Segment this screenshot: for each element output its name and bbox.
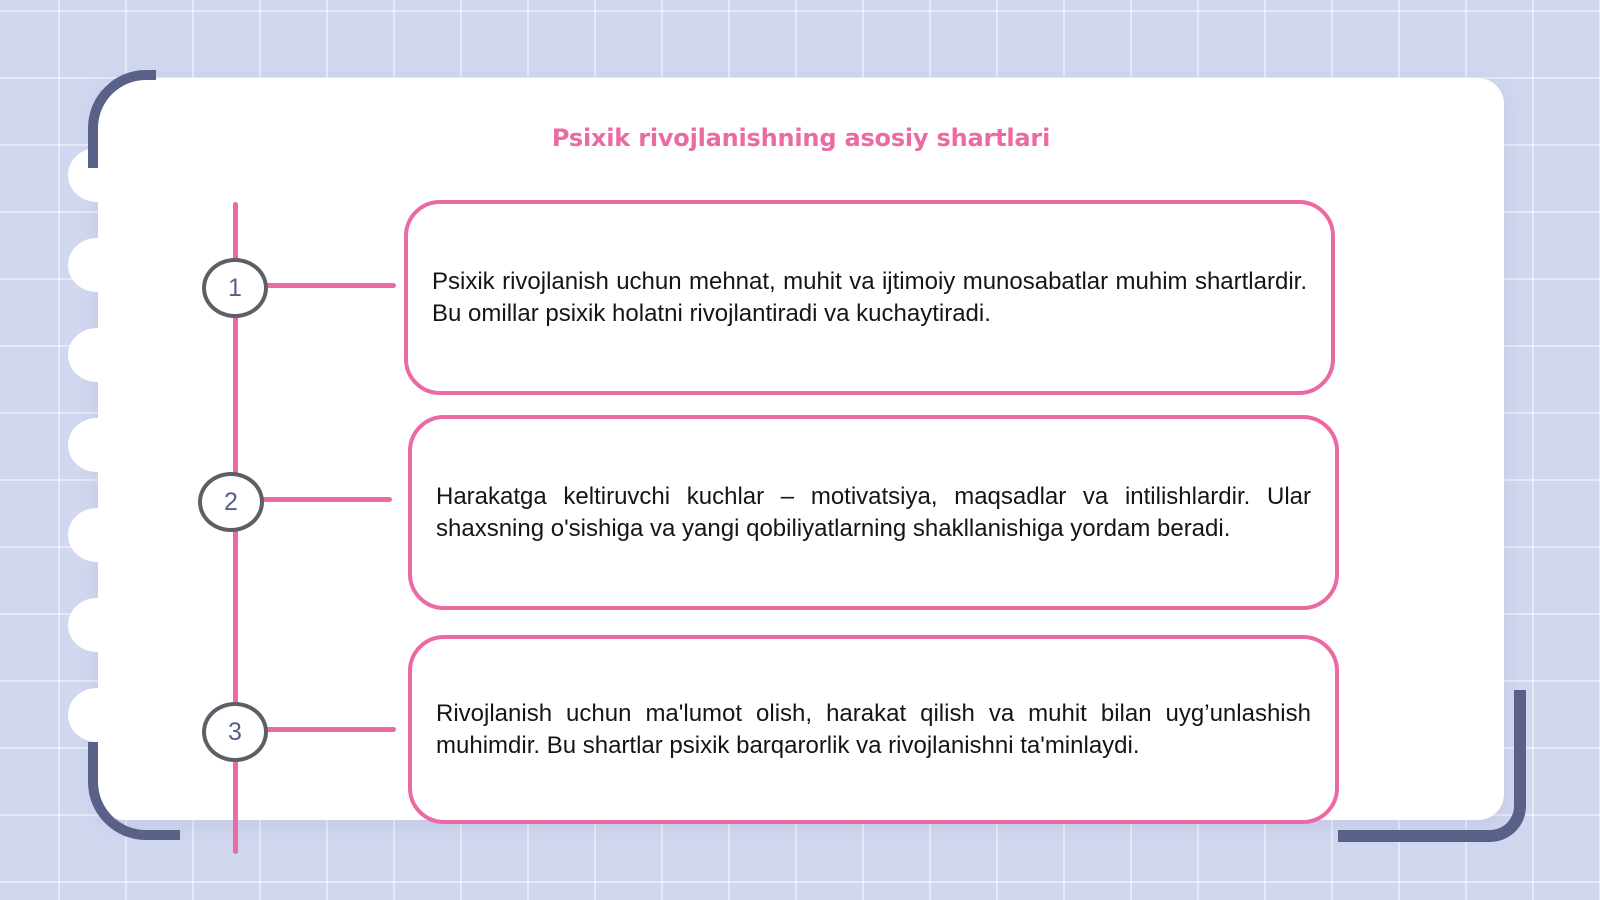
card-edge-scallop <box>68 598 126 652</box>
step-1-badge: 1 <box>202 258 268 318</box>
slide-title: Psixik rivojlanishning asosiy shartlari <box>551 124 1051 152</box>
corner-bracket-bottom-right <box>1338 690 1526 842</box>
step-1-text: Psixik rivojlanish uchun mehnat, muhit va ijtimoiy munosabatlar muhim shartlardir. Bu omillar psixik holatni rivojlantiradi va kuchaytiradi. <box>432 267 1307 327</box>
connector-2 <box>262 497 392 502</box>
corner-bracket-top-left <box>88 70 156 168</box>
connector-3 <box>266 727 396 732</box>
card-edge-scallop <box>68 688 126 742</box>
step-3-badge: 3 <box>202 702 268 762</box>
card-edge-scallop <box>68 508 126 562</box>
card-edge-scallop <box>68 418 126 472</box>
step-3-text: Rivojlanish uchun ma'lumot olish, harakat qilish va muhit bilan uyg’unlashish muhimdir. Bu shartlar psixik barqarorlik va rivojlanishni ta'minlaydi. <box>436 699 1311 759</box>
connector-1 <box>266 283 396 288</box>
corner-bracket-bottom-left <box>88 742 180 840</box>
step-3-box <box>408 635 1339 824</box>
step-2-badge: 2 <box>198 472 264 532</box>
step-2-text: Harakatga keltiruvchi kuchlar – motivatsiya, maqsadlar va intilishlardir. Ular shaxsning o'sishiga va yangi qobiliyatlarning shakllanishiga yordam beradi. <box>436 482 1311 542</box>
card-edge-scallop <box>68 238 126 292</box>
card-edge-scallop <box>68 328 126 382</box>
step-1-box <box>404 200 1335 395</box>
step-2-box <box>408 415 1339 610</box>
